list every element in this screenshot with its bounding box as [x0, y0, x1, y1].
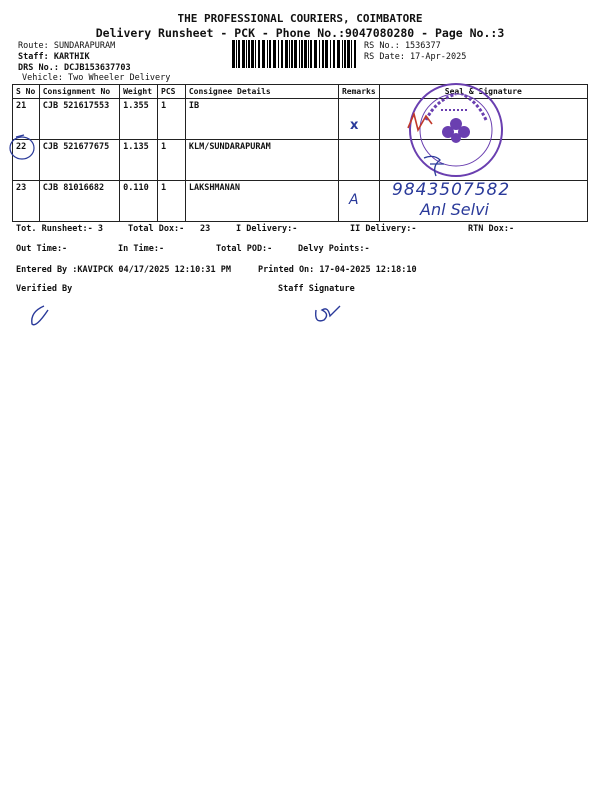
row-pcs: 1 [158, 140, 186, 181]
staff-label: Staff: KARTHIK [18, 52, 90, 62]
row-sno: 21 [13, 99, 40, 140]
col-header-weight: Weight [120, 85, 158, 99]
in-time-label: In Time:- [118, 244, 165, 254]
verified-by-label: Verified By [16, 284, 73, 294]
remark-handwritten-3: A [349, 192, 359, 208]
rs-number: RS No.: 1536377 [364, 41, 441, 51]
row-details: IB [185, 99, 338, 140]
row-details: KLM/SUNDARAPURAM [185, 140, 338, 181]
row-remarks [338, 140, 379, 181]
col-header-seal: Seal & Signature [379, 85, 587, 99]
total-dox-value: 23 [200, 224, 211, 234]
staff-signature-icon [312, 302, 344, 328]
company-title: THE PROFESSIONAL COURIERS, COIMBATORE [177, 12, 423, 25]
verified-signature-icon [26, 302, 56, 330]
row-consignment: CJB 521617553 [39, 99, 119, 140]
total-pod-label: Total POD:- [216, 244, 273, 254]
rtn-dox-label: RTN Dox:- [468, 224, 515, 234]
row-weight: 0.110 [120, 181, 158, 222]
col-header-consignment: Consignment No [39, 85, 119, 99]
total-dox-label: Total Dox:- [128, 224, 185, 234]
row-sno: 23 [13, 181, 40, 222]
runsheet-subtitle: Delivery Runsheet - PCK - Phone No.:9047080280 - Page No.:3 [95, 26, 505, 40]
row-pcs: 1 [158, 99, 186, 140]
col-header-sno: S No [13, 85, 40, 99]
total-runsheet: Tot. Runsheet:- 3 [16, 224, 103, 234]
handwritten-phone: 9843507582 [392, 180, 511, 200]
barcode-image [232, 40, 356, 68]
col-header-details: Consignee Details [185, 85, 338, 99]
i-delivery-label: I Delivery:- [236, 224, 298, 234]
drs-number: DRS No.: DCJB153637703 [18, 63, 131, 73]
col-header-pcs: PCS [158, 85, 186, 99]
vehicle-label: Vehicle: Two Wheeler Delivery [22, 73, 171, 83]
circle-mark-icon [8, 132, 38, 162]
row-consignment: CJB 521677675 [39, 140, 119, 181]
staff-signature-label: Staff Signature [278, 284, 355, 294]
row2-signature-icon [420, 152, 450, 178]
row-consignment: CJB 81016682 [39, 181, 119, 222]
route-label: Route: SUNDARAPURAM [18, 41, 116, 51]
row-weight: 1.135 [120, 140, 158, 181]
red-signature-icon [404, 108, 438, 136]
delvy-points-label: Delvy Points:- [298, 244, 370, 254]
handwritten-name: Anl Selvi [420, 200, 489, 219]
row-details: LAKSHMANAN [185, 181, 338, 222]
rs-date: RS Date: 17-Apr-2025 [364, 52, 467, 62]
row-pcs: 1 [158, 181, 186, 222]
printed-on: Printed On: 17-04-2025 12:18:10 [258, 265, 417, 275]
remark-handwritten-1: x [350, 118, 359, 133]
row-sno: 22 [13, 140, 40, 181]
row-weight: 1.355 [120, 99, 158, 140]
ii-delivery-label: II Delivery:- [350, 224, 417, 234]
out-time-label: Out Time:- [16, 244, 68, 254]
col-header-remarks: Remarks [338, 85, 379, 99]
entered-by: Entered By :KAVIPCK 04/17/2025 12:10:31 PM [16, 265, 231, 275]
row-remarks [338, 99, 379, 140]
